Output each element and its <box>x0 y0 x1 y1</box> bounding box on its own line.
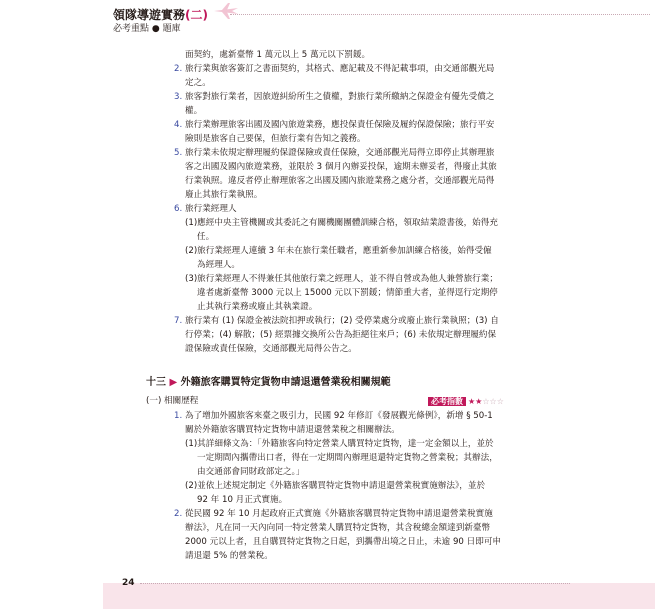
importance-badge <box>428 396 504 407</box>
text-line: 92 年 10 月正式實施。 <box>197 495 288 505</box>
book-title: 領隊導遊實務(二) <box>113 8 208 22</box>
item-number: 4. <box>174 120 183 130</box>
text-line: 權。 <box>185 106 203 116</box>
item-number: 3. <box>174 92 183 102</box>
text-line: 2000 元以上者，且自購買特定貨物之日起，到攜帶出境之日止，未逾 90 日即可申 <box>185 537 502 547</box>
text-line: 廢止其旅行業執照。 <box>185 190 263 200</box>
text-line: (1)其詳細條文為：「外籍旅客向特定營業人購買特定貨物，達一定金額以上，並於 <box>185 439 494 449</box>
item-number: 1. <box>174 411 183 421</box>
importance-label: 必考指數 <box>428 397 466 406</box>
section-number: 十三 <box>146 377 166 388</box>
book-title-volume: (二) <box>185 8 208 22</box>
subsection-title: (一) 相關歷程 <box>146 396 199 406</box>
text-line: 行業執照。違反者停止辦理旅客之出國及國內旅遊業務之處分者，交通部觀光局得 <box>185 176 495 186</box>
section-title: 外籍旅客購買特定貨物申請退還營業稅相關規範 <box>180 377 391 388</box>
text-line: 任。 <box>197 232 215 242</box>
text-line: 為經理人。 <box>197 260 240 270</box>
header-divider <box>230 14 650 15</box>
section-heading <box>146 373 391 388</box>
text-line: 證保險或責任保險，交通部觀光局得公告之。 <box>185 344 357 354</box>
text-line: 辦法》，凡在同一天內向同一特定營業人購買特定貨物，其含稅總金額達到新臺幣 <box>185 523 491 533</box>
text-line: (2)並依上述規定制定《外籍旅客購買特定貨物申請退還營業稅實施辦法》，並於 <box>185 481 486 491</box>
text-line: 旅行業有 (1) 保證金被法院扣押或執行；(2) 受停業處分或廢止旅行業執照；(3) 自 <box>185 316 499 326</box>
text-line: 旅行業與旅客簽訂之書面契約，其格式、應記載及不得記載事項，由交通部觀光局 <box>185 64 495 74</box>
star-rating-filled: ★★ <box>468 397 483 406</box>
text-line: 一定期間內攜帶出口者，得在一定期間內辦理退還特定貨物之營業稅；其辦法， <box>197 453 498 463</box>
text-line: 面契約，處新臺幣 1 萬元以上 5 萬元以下罰鍰。 <box>185 50 371 60</box>
text-line: (1)應經中央主管機關或其委託之有關機關團體訓練合格，領取結業證書後，始得充 <box>185 218 498 228</box>
text-line: 請退還 5% 的營業稅。 <box>185 551 273 561</box>
text-line: 定之。 <box>185 78 211 88</box>
text-line: 險則是旅客自己要保，但旅行業有告知之義務。 <box>185 134 366 144</box>
item-number: 2. <box>174 64 183 74</box>
text-line: 為了增加外國旅客來臺之吸引力，民國 92 年修訂《發展觀光條例》，新增 § 50-1 <box>185 411 493 421</box>
text-line: 從民國 92 年 10 月起政府正式實施《外籍旅客購買特定貨物申請退還營業稅實施 <box>185 509 493 519</box>
text-line: 由交通部會同財政部定之。」 <box>197 467 305 477</box>
text-line: 旅行業經理人 <box>185 204 237 214</box>
text-line: (3)旅行業經理人不得兼任其他旅行業之經理人，並不得自營或為他人兼營旅行業； <box>185 274 498 284</box>
text-line: (2)旅行業經理人連續 3 年未在旅行業任職者，應重新參加訓練合格後，始得受僱 <box>185 246 492 256</box>
airplane-icon <box>212 2 240 20</box>
text-line: 關於外籍旅客購買特定貨物申請退還營業稅之相關辦法。 <box>185 425 400 435</box>
book-subtitle: 必考重點 ● 題庫 <box>113 24 181 34</box>
text-line: 違者處新臺幣 3000 元以上 15000 元以下罰鍰；情節重大者，並得逕行定期停 <box>197 288 498 298</box>
page-number: 24 <box>122 578 135 588</box>
section-arrow-icon: ▶ <box>169 377 178 388</box>
text-line: 旅行業未依規定辦理履約保證保險或責任保險，交通部觀光局得立即停止其辦理旅 <box>185 148 495 158</box>
footer-divider <box>140 583 570 584</box>
star-rating-empty: ☆☆☆ <box>482 397 504 406</box>
text-line: 止其執行業務或廢止其執業證。 <box>197 302 318 312</box>
text-line: 客之出國及國內旅遊業務，並限於 3 個月內辦妥投保，逾期未辦妥者，得廢止其旅 <box>185 162 497 172</box>
text-line: 旅客對旅行業者，因旅遊糾紛所生之債權，對旅行業所繳納之保證金有優先受償之 <box>185 92 495 102</box>
item-number: 6. <box>174 204 183 214</box>
item-number: 5. <box>174 148 183 158</box>
text-line: 旅行業辦理旅客出國及國內旅遊業務，應投保責任保險及履約保證保險；旅行平安 <box>185 120 495 130</box>
item-number: 7. <box>174 316 183 326</box>
text-line: 行停業；(4) 解散；(5) 經票據交換所公告為拒絕往來戶；(6) 未依規定辦理履約保 <box>185 330 497 340</box>
item-number: 2. <box>174 509 183 519</box>
